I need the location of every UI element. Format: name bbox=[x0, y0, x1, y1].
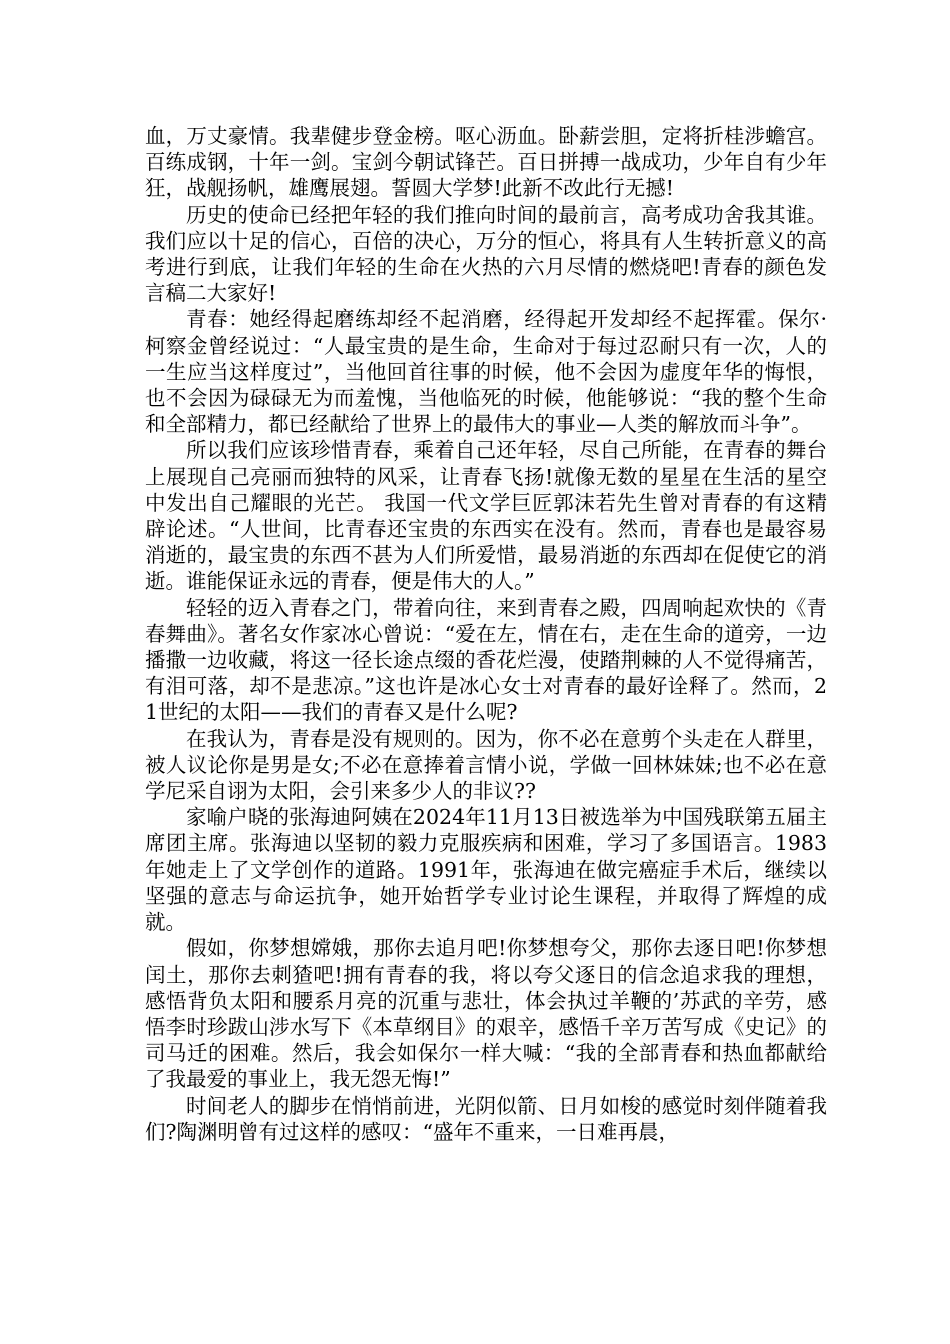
paragraph-8: 假如，你梦想嫦娥，那你去追月吧!你梦想夸父，那你去逐日吧!你梦想闰土，那你去刺猹吧!拥有青春的我，将以夸父逐日的信念追求我的理想，感悟背负太阳和腰系月亮的沉重与悲壮，体会执过羊鞭的’苏武的辛劳，感悟李时珍跋山涉水写下《本草纲目》的艰辛，感悟千辛万苦写成《史记》的司马迁的困难。然后，我会如保尔一样大喊：“我的全部青春和热血都献给了我最爱的事业上，我无怨无悔!” bbox=[145, 936, 827, 1092]
paragraph-1: 血，万丈豪情。我辈健步登金榜。呕心沥血。卧薪尝胆，定将折桂涉蟾宫。百练成钢，十年一剑。宝剑今朝试锋芒。百日拼搏一战成功，少年自有少年狂，战舰扬帆，雄鹰展翅。誓圆大学梦!此新不改此行无撼! bbox=[145, 124, 827, 201]
paragraph-6: 在我认为，青春是没有规则的。因为，你不必在意剪个头走在人群里，被人议论你是男是女;不必在意捧着言情小说，学做一回林妹妹;也不必在意学尼采自诩为太阳，会引来多少人的非议?? bbox=[145, 726, 827, 804]
document-body bbox=[145, 123, 827, 1145]
paragraph-7: 家喻户晓的张海迪阿姨在2024年11月13日被选举为中国残联第五届主席团主席。张海迪以坚韧的毅力克服疾病和困难，学习了多国语言。1983年她走上了文学创作的道路。1991年，张海迪在做完癌症手术后，继续以坚强的意志与命运抗争，她开始哲学专业讨论生课程，并取得了辉煌的成就。 bbox=[145, 805, 827, 935]
paragraph-2: 历史的使命已经把年轻的我们推向时间的最前言，高考成功舍我其谁。我们应以十足的信心，百倍的决心，万分的恒心，将具有人生转折意义的高考进行到底，让我们年轻的生命在火热的六月尽情的燃烧吧!青春的颜色发言稿二大家好! bbox=[145, 202, 827, 306]
paragraph-3: 青春：她经得起磨练却经不起消磨，经得起开发却经不起挥霍。保尔·柯察金曾经说过：“人最宝贵的是生命，生命对于每过忍耐只有一次，人的一生应当这样度过”，当他回首往事的时候，他不会因为虚度年华的悔恨，也不会因为碌碌无为而羞愧，当他临死的时候，他能够说：“我的整个生命和全部精力，都已经献给了世界上的最伟大的事业—人类的解放而斗争”。 bbox=[145, 307, 827, 437]
paragraph-9: 时间老人的脚步在悄悄前进，光阴似箭、日月如梭的感觉时刻伴随着我们?陶渊明曾有过这样的感叹：“盛年不重来，一日难再晨， bbox=[145, 1093, 827, 1144]
paragraph-5: 轻轻的迈入青春之门，带着向往，来到青春之殿，四周响起欢快的《青春舞曲》。著名女作家冰心曾说：“爱在左，情在右，走在生命的道旁，一边播撒一边收藏，将这一径长途点缀的香花烂漫，使踏荆棘的人不觉得痛苦，有泪可落，却不是悲凉。”这也许是冰心女士对青春的最好诠释了。然而，21世纪的太阳——我们的青春又是什么呢? bbox=[145, 595, 827, 725]
paragraph-4: 所以我们应该珍惜青春，乘着自己还年轻，尽自己所能，在青春的舞台上展现自己亮丽而独特的风采，让青春飞扬!就像无数的星星在生活的星空中发出自己耀眼的光芒。 我国一代文学巨匠郭沫若先生曾对青春的有这精辟论述。“人世间，比青春还宝贵的东西实在没有。然而，青春也是最容易消逝的，最宝贵的东西不甚为人们所爱惜，最易消逝的东西却在促使它的消逝。谁能保证永远的青春，便是伟大的人。” bbox=[145, 438, 827, 594]
